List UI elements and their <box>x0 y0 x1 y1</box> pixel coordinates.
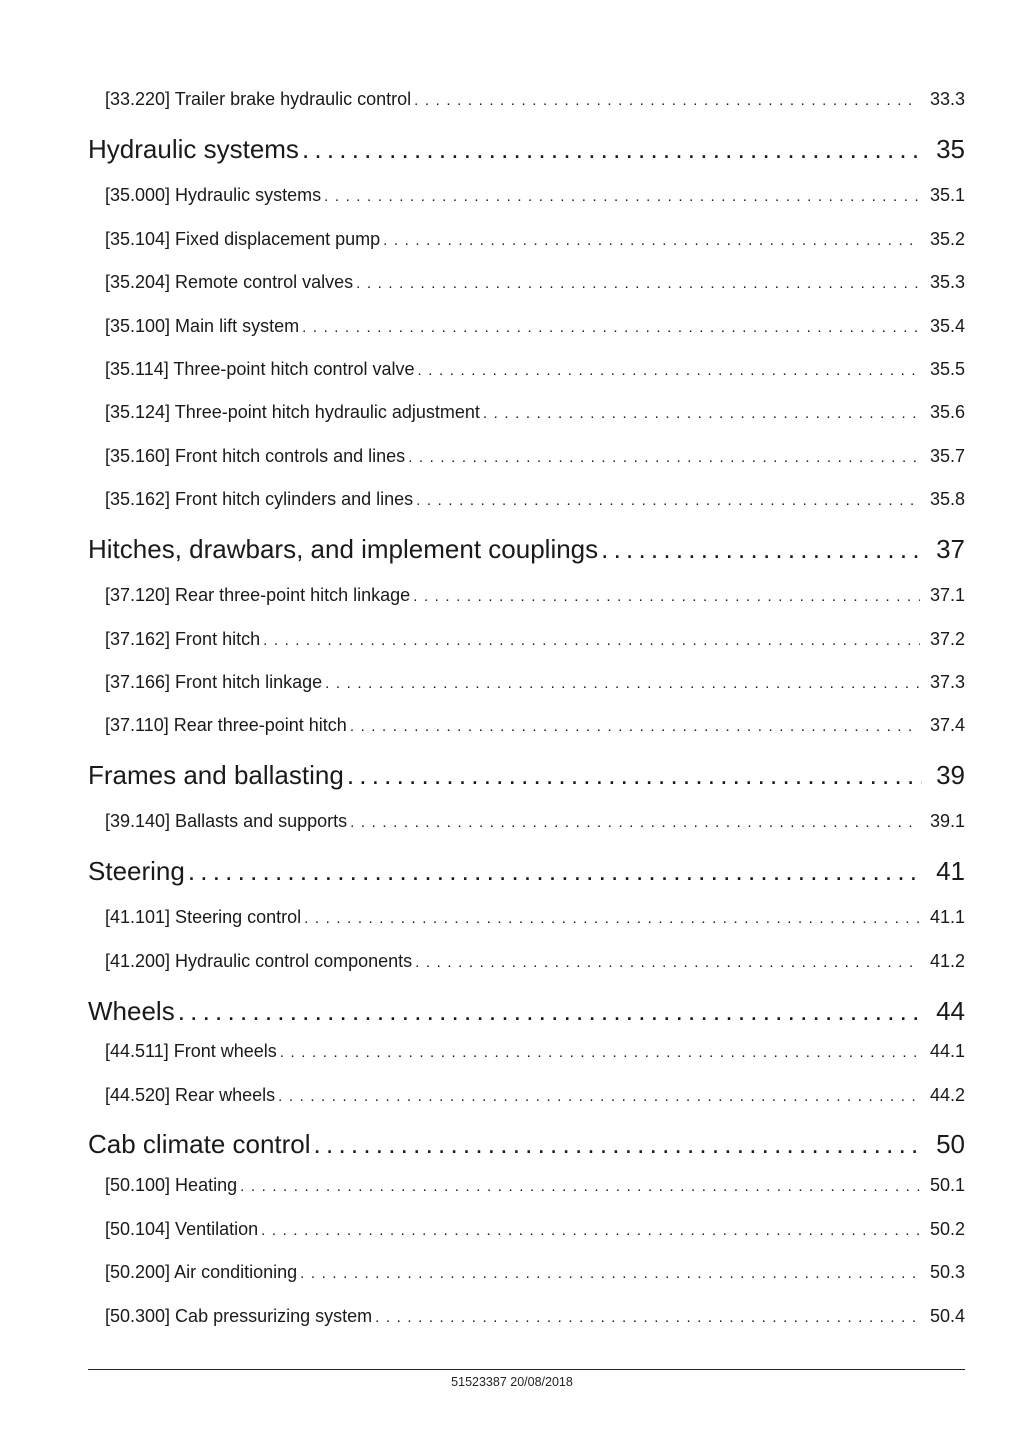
leader-dots <box>383 232 920 249</box>
toc-entry-label: [50.200] Air conditioning <box>105 1262 298 1282</box>
toc-section-35-160[interactable] <box>88 446 965 470</box>
toc-page-number: 35.6 <box>929 402 965 422</box>
toc-section-35-162[interactable] <box>88 489 965 513</box>
leader-dots <box>304 910 920 927</box>
toc-section-37-162[interactable] <box>88 629 965 653</box>
leader-dots <box>601 534 922 565</box>
leader-dots <box>350 718 920 735</box>
toc-section-50-200[interactable] <box>88 1262 965 1286</box>
toc-chapter-title: Steering <box>88 856 185 886</box>
toc-page-number: 35.8 <box>929 489 965 509</box>
toc-section-35-124[interactable] <box>88 402 965 426</box>
toc-entry-label: [35.000] Hydraulic systems <box>105 185 322 205</box>
leader-dots <box>414 92 920 109</box>
toc-page-number: 35.5 <box>929 359 965 379</box>
toc-page-number: 35.2 <box>929 229 965 249</box>
toc-entry-label: [37.162] Front hitch <box>105 629 261 649</box>
toc-chapter-title: Wheels <box>88 996 175 1026</box>
toc-section-35-104[interactable] <box>88 229 965 253</box>
leader-dots <box>280 1044 920 1061</box>
leader-dots <box>418 362 920 379</box>
toc-page-number: 37.3 <box>929 672 965 692</box>
toc-entry-label: [35.104] Fixed displacement pump <box>105 229 381 249</box>
leader-dots <box>347 760 922 791</box>
toc-page-number: 50.4 <box>929 1306 965 1326</box>
toc-page-number: 41.1 <box>929 907 965 927</box>
toc-page-number: 50.3 <box>929 1262 965 1282</box>
toc-entry-label: [35.204] Remote control valves <box>105 272 354 292</box>
toc-entry-label: [41.101] Steering control <box>105 907 302 927</box>
toc-page-number: 50 <box>936 1129 965 1159</box>
toc-page-number: 37.1 <box>929 585 965 605</box>
toc-page-number: 50.2 <box>929 1219 965 1239</box>
footer-document-code: 51523387 20/08/2018 <box>451 1375 573 1389</box>
toc-entry-label: [37.166] Front hitch linkage <box>105 672 323 692</box>
leader-dots <box>415 954 920 971</box>
toc-page-number: 37.2 <box>929 629 965 649</box>
toc-section-33-220[interactable] <box>88 89 965 113</box>
toc-entry-label: [35.160] Front hitch controls and lines <box>105 446 406 466</box>
leader-dots <box>324 188 920 205</box>
leader-dots <box>302 319 920 336</box>
toc-page-number: 44 <box>936 996 965 1026</box>
toc-entry-label: [50.100] Heating <box>105 1175 238 1195</box>
leader-dots <box>408 449 920 466</box>
toc-entry-label: [41.200] Hydraulic control components <box>105 951 413 971</box>
toc-chapter-wheels[interactable] <box>88 996 965 1030</box>
toc-page-number: 39 <box>936 760 965 790</box>
leader-dots <box>350 814 920 831</box>
toc-page-number: 35.4 <box>929 316 965 336</box>
toc-chapter-frames[interactable] <box>88 760 965 794</box>
leader-dots <box>278 1088 920 1105</box>
leader-dots <box>413 588 920 605</box>
toc-entry-label: [33.220] Trailer brake hydraulic control <box>105 89 412 109</box>
leader-dots <box>302 134 922 165</box>
leader-dots <box>483 405 920 422</box>
toc-chapter-title: Frames and ballasting <box>88 760 344 790</box>
toc-section-37-120[interactable] <box>88 585 965 609</box>
toc-chapter-title: Cab climate control <box>88 1129 311 1159</box>
leader-dots <box>178 996 922 1027</box>
leader-dots <box>263 632 920 649</box>
leader-dots <box>356 275 920 292</box>
toc-entry-label: [35.100] Main lift system <box>105 316 300 336</box>
toc-section-37-110[interactable] <box>88 715 965 739</box>
toc-entry-label: [44.520] Rear wheels <box>105 1085 276 1105</box>
toc-section-37-166[interactable] <box>88 672 965 696</box>
toc-section-50-104[interactable] <box>88 1219 965 1243</box>
toc-entry-label: [37.120] Rear three-point hitch linkage <box>105 585 411 605</box>
leader-dots <box>300 1265 920 1282</box>
leader-dots <box>416 492 920 509</box>
leader-dots <box>188 856 922 887</box>
toc-entry-label: [39.140] Ballasts and supports <box>105 811 348 831</box>
toc-chapter-steering[interactable] <box>88 856 965 890</box>
toc-section-35-204[interactable] <box>88 272 965 296</box>
toc-page-number: 35.3 <box>929 272 965 292</box>
toc-chapter-cab-climate[interactable] <box>88 1129 965 1163</box>
toc-section-35-100[interactable] <box>88 316 965 340</box>
toc-page-number: 44.1 <box>929 1041 965 1061</box>
toc-page-number: 35.7 <box>929 446 965 466</box>
toc-page-number: 44.2 <box>929 1085 965 1105</box>
toc-section-41-200[interactable] <box>88 951 965 975</box>
toc-entry-label: [44.511] Front wheels <box>105 1041 277 1061</box>
toc-page-number: 37.4 <box>929 715 965 735</box>
leader-dots <box>261 1222 920 1239</box>
toc-page-number: 50.1 <box>929 1175 965 1195</box>
toc-chapter-title: Hitches, drawbars, and implement couplings <box>88 534 599 564</box>
toc-entry-label: [50.300] Cab pressurizing system <box>105 1306 373 1326</box>
leader-dots <box>240 1178 920 1195</box>
toc-entry-label: [37.110] Rear three-point hitch <box>105 715 347 735</box>
toc-section-50-100[interactable] <box>88 1175 965 1199</box>
toc-page-number: 37 <box>936 534 965 564</box>
toc-section-41-101[interactable] <box>88 907 965 931</box>
toc-chapter-title: Hydraulic systems <box>88 134 299 164</box>
toc-entry-label: [50.104] Ventilation <box>105 1219 259 1239</box>
toc-chapter-hydraulic-systems[interactable] <box>88 134 965 168</box>
toc-entry-label: [35.124] Three-point hitch hydraulic adjustment <box>105 402 480 422</box>
leader-dots <box>325 675 920 692</box>
toc-page-number: 41.2 <box>929 951 965 971</box>
toc-section-44-520[interactable] <box>88 1085 965 1109</box>
toc-page-number: 33.3 <box>929 89 965 109</box>
toc-chapter-hitches[interactable] <box>88 534 965 568</box>
toc-section-44-511[interactable] <box>88 1041 965 1065</box>
toc-page-number: 41 <box>936 856 965 886</box>
toc-section-39-140[interactable] <box>88 811 965 835</box>
toc-section-35-114[interactable] <box>88 359 965 383</box>
leader-dots <box>375 1309 920 1326</box>
leader-dots <box>314 1129 923 1160</box>
toc-section-50-300[interactable] <box>88 1306 965 1330</box>
toc-page-number: 35.1 <box>929 185 965 205</box>
toc-section-35-000[interactable] <box>88 185 965 209</box>
toc-page-number: 39.1 <box>929 811 965 831</box>
footer-rule <box>88 1369 965 1370</box>
toc-entry-label: [35.162] Front hitch cylinders and lines <box>105 489 414 509</box>
toc-page-number: 35 <box>936 134 965 164</box>
toc-entry-label: [35.114] Three-point hitch control valve <box>105 359 415 379</box>
